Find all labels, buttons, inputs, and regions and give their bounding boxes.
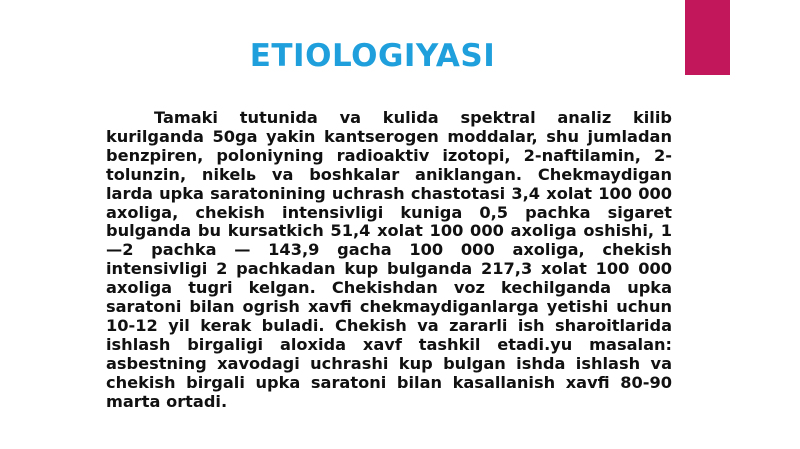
slide-title: ETIOLOGIYASI <box>249 38 496 74</box>
slide-body-text: Tamaki tutunida va kulida spektral analiz kilib kurilganda 50ga yakin kantserogen moddalar, shu jumladan benzpiren, poloniyning radioaktiv izotopi, 2-naftilamin, 2-tolunzin, nikelь va boshkalar aniklangan. Chekmaydigan larda upka saratonining uchrash chastotasi 3,4 xolat 100 000 axoliga, chekish intensivligi kuniga 0,5 pachka sigaret bulganda bu kursatkich 51,4 xolat 100 000 axoliga oshishi, 1—2 pachka — 143,9 gacha 100 000 axoliga, chekish intensivligi 2 pachkadan kup bulganda 217,3 xolat 100 000 axoliga tugri kelgan. Chekishdan voz kechilganda upka saratoni bilan ogrish xavfi chekmaydiganlarga yetishi uchun 10-12 yil kerak buladi. Chekish va zararli ish sharoitlarida ishlash birgaligi aloxida xavf tashkil etadi.yu masalan: asbestning xavodagi uchrashi kup bulgan ishda ishlash va chekish birgali upka saratoni bilan kasallanish xavfi 80-90 marta ortadi. <box>106 108 672 411</box>
